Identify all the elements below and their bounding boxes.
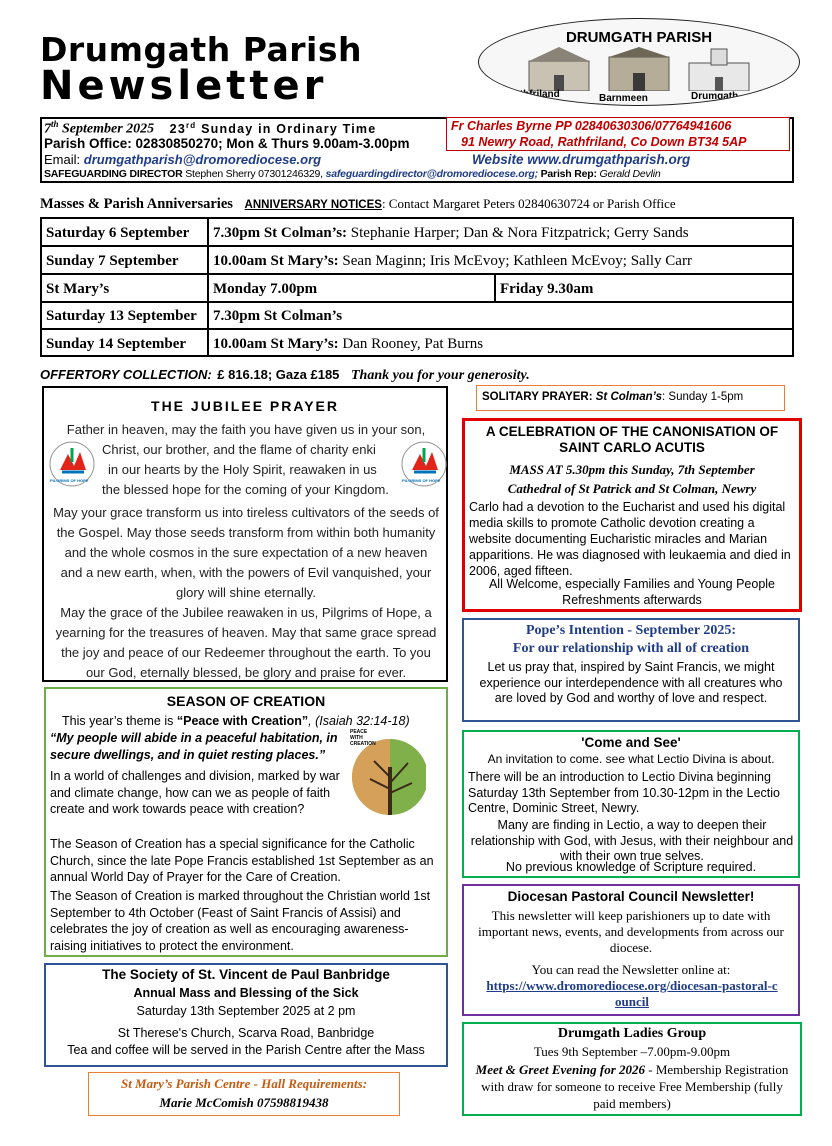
dpc-link[interactable]: https://www.dromorediocese.org/diocesan-pastoral-council — [486, 978, 778, 1009]
logo-church-3: Drumgath — [691, 91, 739, 102]
dpc-read: You can read the Newsletter online at: — [531, 962, 731, 977]
come-intro: An invitation to come. see what Lectio Divina is about. — [487, 752, 775, 766]
masses-table — [40, 217, 794, 357]
solitary-prayer-box — [476, 385, 785, 411]
newsletter-title-line1: Drumgath Parish — [40, 30, 362, 69]
safeguarding-line: SAFEGUARDING DIRECTOR Stephen Sherry 07301246329, safeguardingdirector@dromorediocese.org; Parish Rep: Gerald Devlin — [44, 168, 661, 180]
table-row-day: Saturday 6 September — [46, 225, 190, 241]
website-link[interactable]: www.drumgathparish.org — [527, 152, 691, 167]
logo-church-1: Rathfriland — [507, 89, 560, 100]
office-line: Parish Office: 02830850270; Mon & Thurs 9.00am-3.00pm — [44, 136, 410, 151]
acutis-body: Carlo had a devotion to the Eucharist and used his digital media skills to promote Catholic devotion creating a website documenting Eucharistic miracles and Marian apparitions. He was diagnosed with leukaemia and died in 2006, aged fifteen. — [469, 500, 791, 578]
masses-heading-line: Masses & Parish Anniversaries ANNIVERSARY NOTICES: Contact Margaret Peters 02840630724 or Parish Office — [40, 196, 676, 212]
jubilee-title: THE JUBILEE PRAYER — [151, 398, 339, 414]
popes-intention-box — [462, 618, 800, 722]
carlo-acutis-box — [462, 418, 802, 612]
table-row-detail: 10.00am St Mary’s: Dan Rooney, Pat Burns — [213, 336, 484, 352]
pope-subtitle: For our relationship with all of creation — [512, 641, 750, 656]
creation-para3: The Season of Creation is marked throughout the Christian world 1st September to 4th October (Feast of Saint Francis of Assisi) and celebrates the joy of creation as well as encouraging awareness-raising initiatives to protect the environment. — [50, 889, 431, 953]
svp-place: St Therese's Church, Scarva Road, Banbridge — [117, 1026, 375, 1040]
jubilee-para3: May the grace of the Jubilee reawaken in us, Pilgrims of Hope, a yearning for the treasures of heaven. May that same grace spread the joy and peace of our Redeemer throughout the earth. To you our God, eternally blessed, be glory and praise for ever. — [55, 605, 437, 680]
svp-date: Saturday 13th September 2025 at 2 pm — [136, 1004, 356, 1018]
pope-body: Let us pray that, inspired by Saint Francis, we might experience our interdependence with all creatures who are loved by God and worthy of love and respect. — [479, 660, 783, 705]
ladies-group-box — [462, 1022, 802, 1116]
come-body3: No previous knowledge of Scripture required. — [505, 860, 757, 874]
hall-contact: Marie McComish 07598819438 — [159, 1095, 329, 1110]
ladies-date: Tues 9th September –7.00pm-9.00pm — [533, 1044, 731, 1059]
creation-para2: The Season of Creation has a special significance for the Catholic Church, since the late Pope Francis established 1st September as an annual World Day of Prayer for the Care of Creation. — [50, 837, 434, 884]
solitary-text: SOLITARY PRAYER: St Colman’s: Sunday 1-5pm — [482, 391, 744, 403]
table-row-detail: 7.30pm St Colman’s — [213, 308, 343, 324]
table-row-day: Saturday 13 September — [46, 308, 197, 324]
creation-theme: This year’s theme is “Peace with Creation”, (Isaiah 32:14-18) — [62, 714, 410, 728]
logo-church-2: Barnmeen — [599, 93, 648, 104]
pope-title: Pope’s Intention - September 2025: — [526, 623, 736, 638]
creation-quote: “My people will abide in a peaceful habitation, in secure dwellings, and in quiet resting places.” — [50, 731, 338, 762]
logo-title: DRUMGATH PARISH — [565, 29, 713, 46]
table-row-day: Sunday 14 September — [46, 336, 187, 352]
email-line: Email: drumgathparish@dromorediocese.org — [44, 152, 322, 167]
jubilee-prayer-box — [42, 386, 448, 682]
dpc-newsletter-box — [462, 884, 800, 1016]
acutis-mass: MASS AT 5.30pm this Sunday, 7th September — [509, 462, 755, 477]
dpc-title: Diocesan Pastoral Council Newsletter! — [507, 889, 755, 904]
ladies-title: Drumgath Ladies Group — [557, 1026, 707, 1041]
newsletter-title-line2: Newsletter — [40, 63, 328, 109]
ladies-event: Meet & Greet Evening for 2026 - Membership Registration with draw for someone to receive Free Membership (fully paid members) — [475, 1062, 789, 1111]
creation-para1: In a world of challenges and division, marked by war and climate change, how can we as people of faith create and work towards peace with creation? — [50, 769, 340, 816]
acutis-title: A CELEBRATION OF THE CANONISATION OF SAINT CARLO ACUTIS — [485, 424, 779, 455]
jubilee-para1: Father in heaven, may the faith you have given us in your son, Christ, our brother, and the flame of charity enki in our hearts by the Holy Spirit, reawaken in us the blessed hope for the coming of your Kingdom. — [66, 422, 426, 497]
table-row-day: St Mary’s — [46, 281, 110, 297]
svp-tea: Tea and coffee will be served in the Parish Centre after the Mass — [67, 1043, 425, 1057]
acutis-welcome: All Welcome, especially Families and Young People — [488, 577, 776, 591]
date-line: 7th September 2025 23rd Sunday in Ordinary Time — [44, 119, 377, 137]
come-title: 'Come and See' — [581, 735, 681, 750]
svp-title: The Society of St. Vincent de Paul Banbridge — [102, 967, 390, 982]
website-line: Website www.drumgathparish.org — [472, 152, 691, 167]
jubilee-logo-text: PILGRIMS OF HOPE — [50, 478, 89, 483]
come-body2: Many are finding in Lectio, a way to deepen their relationship with God, with Jesus, with their neighbour and with their own true selves. — [470, 818, 794, 863]
svp-box — [44, 963, 448, 1067]
priest-line: Fr Charles Byrne PP 02840630306/07764941606 — [451, 119, 732, 133]
jubilee-logo-text: PILGRIMS OF HOPE — [402, 478, 441, 483]
address-line: 91 Newry Road, Rathfriland, Co Down BT34 5AP — [461, 135, 747, 149]
parish-logo — [478, 18, 800, 106]
offertory-line: OFFERTORY COLLECTION: £ 816.18; Gaza £185 Thank you for your generosity. — [40, 367, 530, 383]
acutis-place: Cathedral of St Patrick and St Colman, Newry — [507, 481, 757, 496]
table-row-day: Sunday 7 September — [46, 253, 179, 269]
season-of-creation-box — [44, 687, 448, 957]
dpc-body: This newsletter will keep parishioners up to date with important news, events, and developments from across our diocese. — [478, 908, 784, 955]
acutis-refreshments: Refreshments afterwards — [562, 593, 702, 607]
email-link[interactable]: drumgathparish@dromorediocese.org — [83, 152, 322, 167]
table-row-detail-2: Friday 9.30am — [500, 281, 594, 297]
table-row-detail: Monday 7.00pm — [213, 281, 318, 297]
come-and-see-box — [462, 730, 800, 878]
creation-title: SEASON OF CREATION — [166, 693, 326, 709]
table-row-detail: 10.00am St Mary’s: Sean Maginn; Iris McEvoy; Kathleen McEvoy; Sally Carr — [213, 253, 692, 269]
churches-illustration — [519, 47, 759, 91]
come-body1: There will be an introduction to Lectio Divina beginning Saturday 13th September from 10.30-12pm in the Lectio Centre, Dominic Street, Newry. — [468, 770, 780, 815]
table-row-detail: 7.30pm St Colman’s: Stephanie Harper; Dan & Nora Fitzpatrick; Gerry Sands — [213, 225, 689, 241]
svp-subtitle: Annual Mass and Blessing of the Sick — [133, 986, 359, 1000]
hall-box — [88, 1072, 400, 1116]
jubilee-para2: May your grace transform us into tireless cultivators of the seeds of the Gospel. May those seeds transform from within both humanity and the whole cosmos in the sure expectation of a new heaven and a new earth, when, with the powers of Evil vanquished, your glory will shine eternally. — [53, 505, 439, 600]
safeguarding-email[interactable]: safeguardingdirector@dromorediocese.org; — [325, 168, 538, 180]
priest-contact-box — [446, 117, 790, 151]
image-label: PEACE WITH CREATION — [350, 729, 376, 747]
hall-title: St Mary’s Parish Centre - Hall Requirements: — [120, 1076, 368, 1091]
